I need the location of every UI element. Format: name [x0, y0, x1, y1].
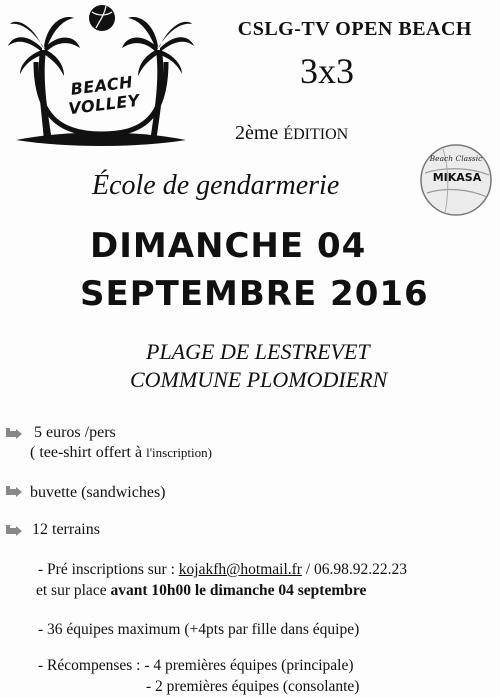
price-item: 5 euros /pers	[34, 424, 116, 441]
preinscription-line	[38, 561, 407, 579]
phone: / 06.98.92.22.23	[301, 561, 408, 578]
event-format: 3x3	[300, 51, 354, 91]
ball-line1: Beach Classic	[429, 154, 483, 163]
onsite-time: avant 10h00 le dimanche 04 septembre	[110, 582, 367, 599]
arrow-bullet-icon	[4, 484, 24, 498]
price-note-prefix: ( tee-shirt offert à	[30, 444, 147, 461]
arrow-bullet-icon	[4, 523, 24, 537]
arrow-bullet-icon	[4, 426, 24, 440]
buvette-item: buvette (sandwiches)	[30, 484, 166, 501]
edition-word: ÉDITION	[283, 126, 349, 143]
terrains-item: 12 terrains	[32, 521, 100, 538]
price-note	[30, 444, 212, 462]
rewards-line2: - 2 premières équipes (consolante)	[146, 678, 360, 695]
ball-brand: MIKASA	[432, 171, 482, 184]
date-line1: DIMANCHE 04	[90, 226, 367, 266]
edition	[235, 122, 348, 145]
venue: École de gendarmerie	[92, 170, 340, 201]
mikasa-ball-icon	[419, 143, 493, 217]
location-line1: PLAGE DE LESTREVET	[146, 339, 370, 364]
rewards-line1: - Récompenses : - 4 premières équipes (principale)	[38, 657, 354, 674]
preinscription-prefix: - Pré inscriptions sur :	[38, 561, 179, 578]
date-line2: SEPTEMBRE 2016	[80, 274, 429, 314]
volleyball-icon	[89, 5, 115, 31]
event-title: CSLG-TV OPEN BEACH	[237, 18, 472, 40]
email-link[interactable]: kojakfh@hotmail.fr	[178, 561, 302, 578]
location-line2: COMMUNE PLOMODIERN	[130, 367, 388, 392]
edition-number: 2ème	[235, 122, 279, 144]
onsite-prefix: et sur place	[36, 582, 111, 599]
logo-text: BEACH VOLLEY	[67, 72, 141, 119]
price-note-small: l'inscription)	[146, 445, 212, 460]
teams-line: - 36 équipes maximum (+4pts par fille dans équipe)	[38, 621, 360, 638]
onsite-line	[36, 582, 366, 600]
